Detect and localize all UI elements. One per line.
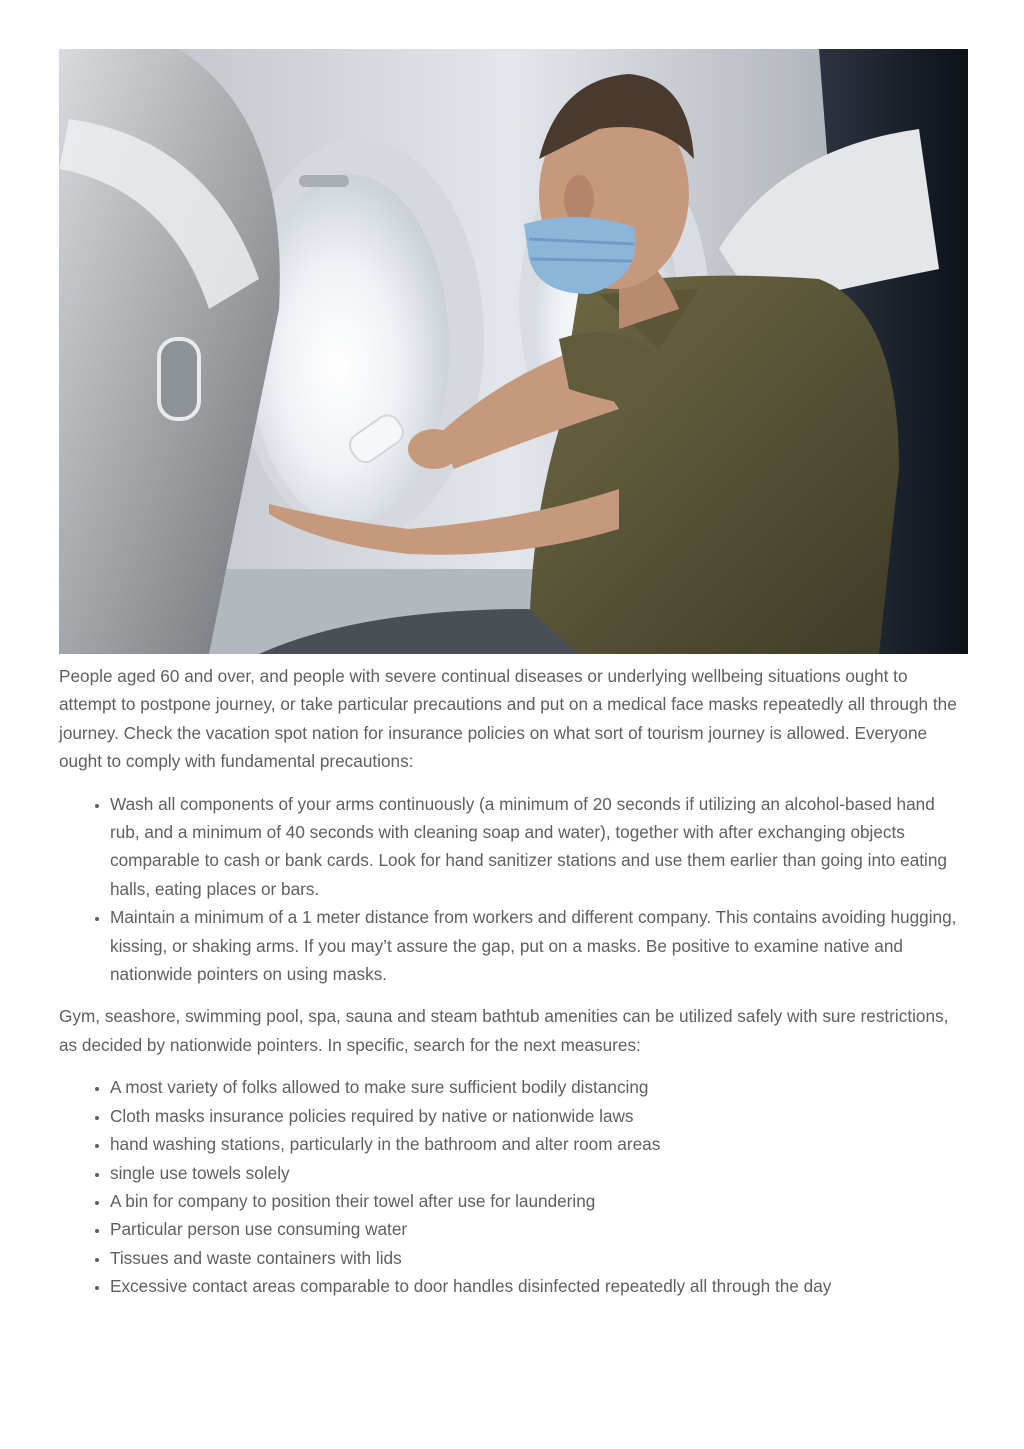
hero-photo [59, 49, 968, 654]
list-item: • hand washing stations, particularly in the bathroom and alter room areas [110, 1130, 968, 1158]
list-item: • A bin for company to position their towel after use for laundering [110, 1187, 968, 1215]
intro-paragraph: People aged 60 and over, and people with severe continual diseases or underlying wellbeing situations ought to attempt to postpone journey, or take particular precautions and put on a medical face masks repeatedly all through the journey. Check the vacation spot nation for insurance policies on what sort of tourism journey is allowed. Everyone ought to comply with fundamental precautions: [59, 666, 957, 772]
list-item: • Cloth masks insurance policies required by native or nationwide laws [110, 1102, 968, 1130]
list-item: • Tissues and waste containers with lids [110, 1244, 968, 1272]
measures-list [59, 1073, 968, 1300]
precautions-list [59, 790, 968, 989]
list-item: • Particular person use consuming water [110, 1215, 968, 1243]
article [59, 49, 968, 1301]
list-item: • Maintain a minimum of a 1 meter distance from workers and different company. This contains avoiding hugging, kissing, or shaking arms. If you may’t assure the gap, put on a masks. Be positive to examine native and nationwide pointers on using masks. [110, 903, 968, 988]
list-item: • single use towels solely [110, 1159, 968, 1187]
facilities-paragraph: Gym, seashore, swimming pool, spa, sauna and steam bathtub amenities can be utilized safely with sure restrictions, as decided by nationwide pointers. In specific, search for the next measures: [59, 1006, 949, 1055]
list-item: • Wash all components of your arms continuously (a minimum of 20 seconds if utilizing an alcohol-based hand rub, and a minimum of 40 seconds with cleaning soap and water), together with after exchanging objects comparable to cash or bank cards. Look for hand sanitizer stations and use them earlier than going into eating halls, eating places or bars. [110, 790, 968, 904]
photo-airplane-passenger-sanitizer [59, 49, 968, 654]
list-item: • A most variety of folks allowed to make sure sufficient bodily distancing [110, 1073, 968, 1101]
list-item: • Excessive contact areas comparable to door handles disinfected repeatedly all through the day [110, 1272, 968, 1300]
